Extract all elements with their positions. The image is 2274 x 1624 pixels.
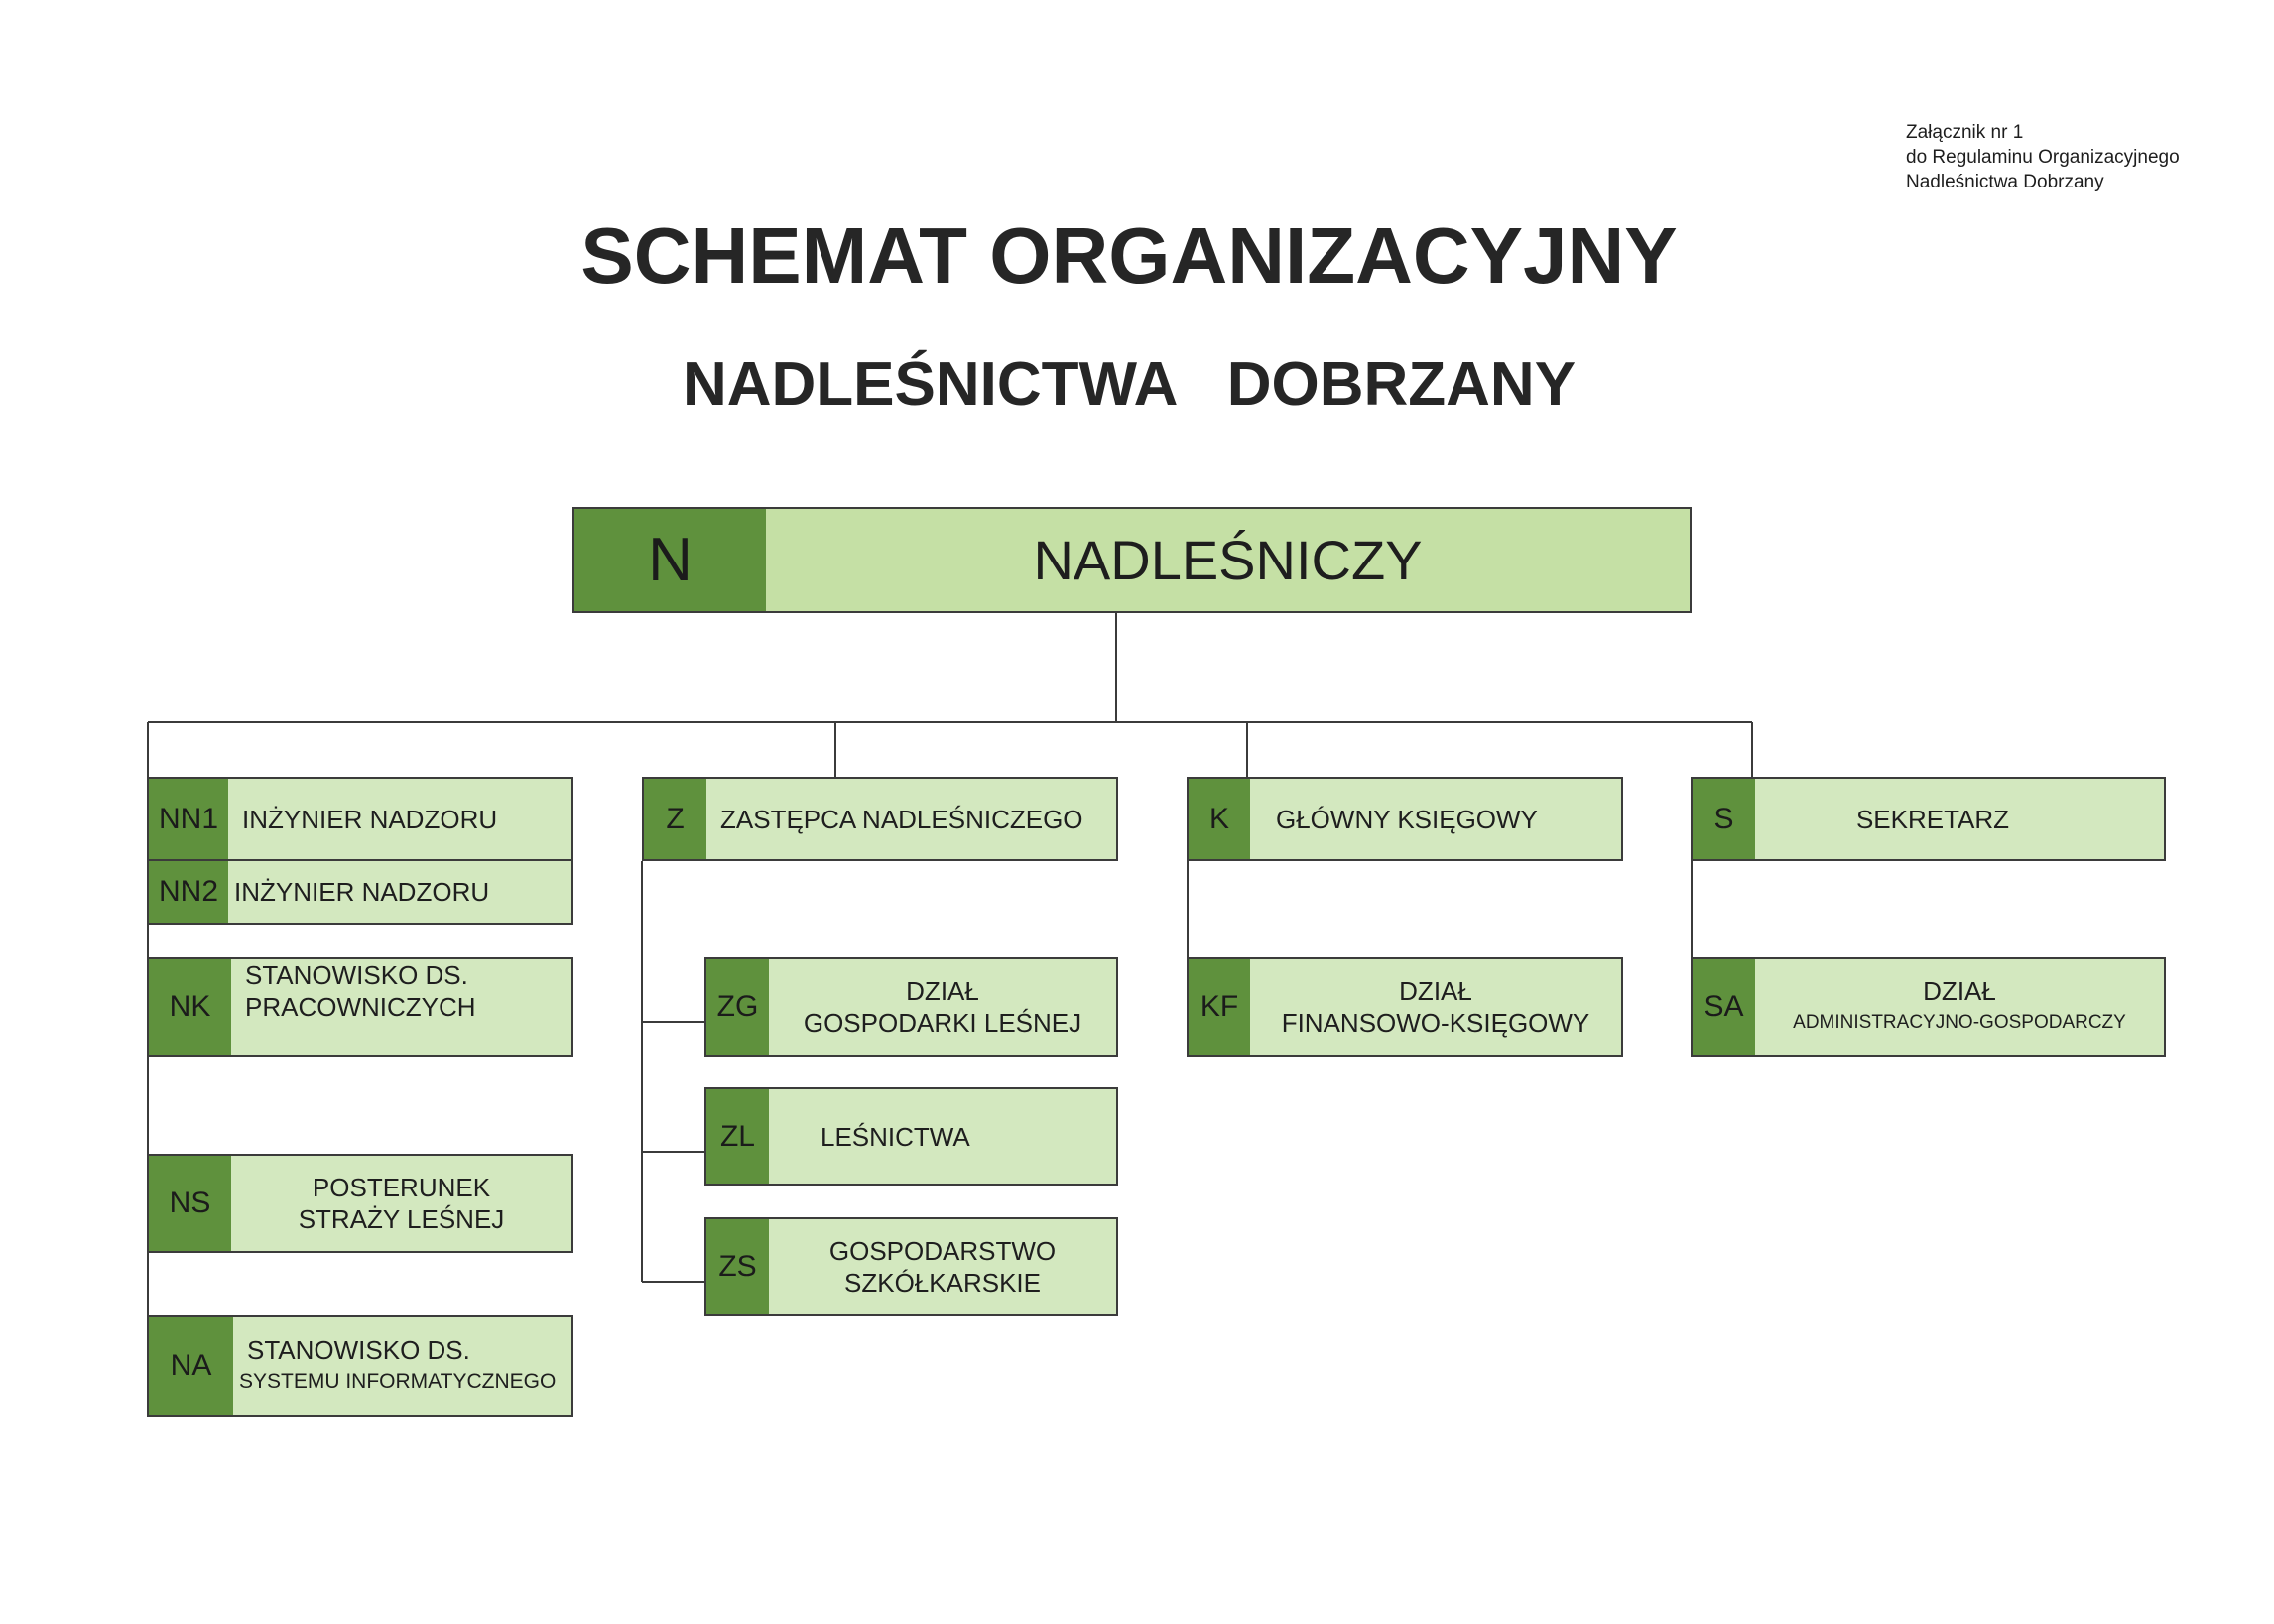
- node-nn2: [147, 859, 573, 925]
- node-nadlesniczy: [572, 507, 1692, 613]
- node-z: [642, 777, 1118, 861]
- node-label-line-1: DZIAŁ: [1399, 976, 1472, 1006]
- node-label: [233, 1317, 571, 1415]
- chart-title: SCHEMAT ORGANIZACYJNY: [580, 211, 1678, 300]
- node-code: ZS: [706, 1219, 769, 1314]
- node-zg: [704, 957, 1118, 1057]
- node-code: Z: [644, 779, 706, 859]
- node-ns: [147, 1154, 573, 1253]
- node-code: ZL: [706, 1089, 769, 1184]
- annex-line-1: Załącznik nr 1: [1906, 122, 2024, 143]
- node-label-line-2: FINANSOWO-KSIĘGOWY: [1281, 1008, 1590, 1038]
- node-kf: [1187, 957, 1623, 1057]
- node-code: NK: [149, 959, 231, 1055]
- node-label-line-2: PRACOWNICZYCH: [245, 992, 476, 1022]
- node-code: ZG: [706, 959, 769, 1055]
- node-label: SEKRETARZ: [1855, 804, 2010, 834]
- node-k: [1187, 777, 1623, 861]
- node-label-line-1: POSTERUNEK: [312, 1173, 491, 1202]
- node-label-line-2: SYSTEMU INFORMATYCZNEGO: [239, 1370, 557, 1393]
- node-label: ZASTĘPCA NADLEŚNICZEGO: [720, 804, 1083, 834]
- node-na: [147, 1315, 573, 1417]
- node-code: K: [1189, 779, 1250, 859]
- node-label-line-1: GOSPODARSTWO: [828, 1236, 1057, 1266]
- node-label: [231, 959, 571, 1055]
- node-s: [1691, 777, 2166, 861]
- node-label-line-1: STANOWISKO DS.: [247, 1335, 470, 1365]
- node-code: NS: [149, 1156, 231, 1251]
- node-label: [1755, 959, 2164, 1055]
- node-label-line-2: STRAŻY LEŚNEJ: [298, 1204, 505, 1234]
- annex-line-2: do Regulaminu Organizacyjnego: [1906, 147, 2180, 168]
- node-label-line-2: ADMINISTRACYJNO-GOSPODARCZY: [1793, 1012, 2126, 1033]
- node-zl: [704, 1087, 1118, 1186]
- node-nk: [147, 957, 573, 1057]
- node-code: NA: [149, 1317, 233, 1415]
- node-sa: [1691, 957, 2166, 1057]
- annex-line-3: Nadleśnictwa Dobrzany: [1906, 172, 2104, 192]
- node-label: LEŚNICTWA: [821, 1121, 970, 1152]
- node-label: GŁÓWNY KSIĘGOWY: [1276, 804, 1538, 834]
- node-label: [1250, 959, 1621, 1055]
- chart-subtitle: NADLEŚNICTWA DOBRZANY: [682, 350, 1577, 419]
- node-label-line-2: SZKÓŁKARSKIE: [844, 1268, 1041, 1298]
- node-label-line-2: GOSPODARKI LEŚNEJ: [803, 1008, 1082, 1038]
- node-label: INŻYNIER NADZORU: [242, 804, 498, 834]
- node-code: NN1: [149, 779, 228, 859]
- node-zs: [704, 1217, 1118, 1316]
- node-code: NN2: [149, 861, 228, 923]
- node-label: [769, 1219, 1116, 1314]
- node-code: N: [574, 509, 766, 611]
- node-label-line-1: DZIAŁ: [1923, 976, 1996, 1006]
- node-label: [231, 1156, 571, 1251]
- node-label: NADLEŚNICZY: [1033, 528, 1423, 591]
- node-label-line-1: DZIAŁ: [906, 976, 979, 1006]
- node-code: S: [1693, 779, 1755, 859]
- node-nn1: [147, 777, 573, 861]
- node-label: [769, 959, 1116, 1055]
- node-code: SA: [1693, 959, 1755, 1055]
- node-label: INŻYNIER NADZORU: [234, 877, 490, 907]
- node-label-line-1: STANOWISKO DS.: [245, 960, 468, 990]
- node-code: KF: [1189, 959, 1250, 1055]
